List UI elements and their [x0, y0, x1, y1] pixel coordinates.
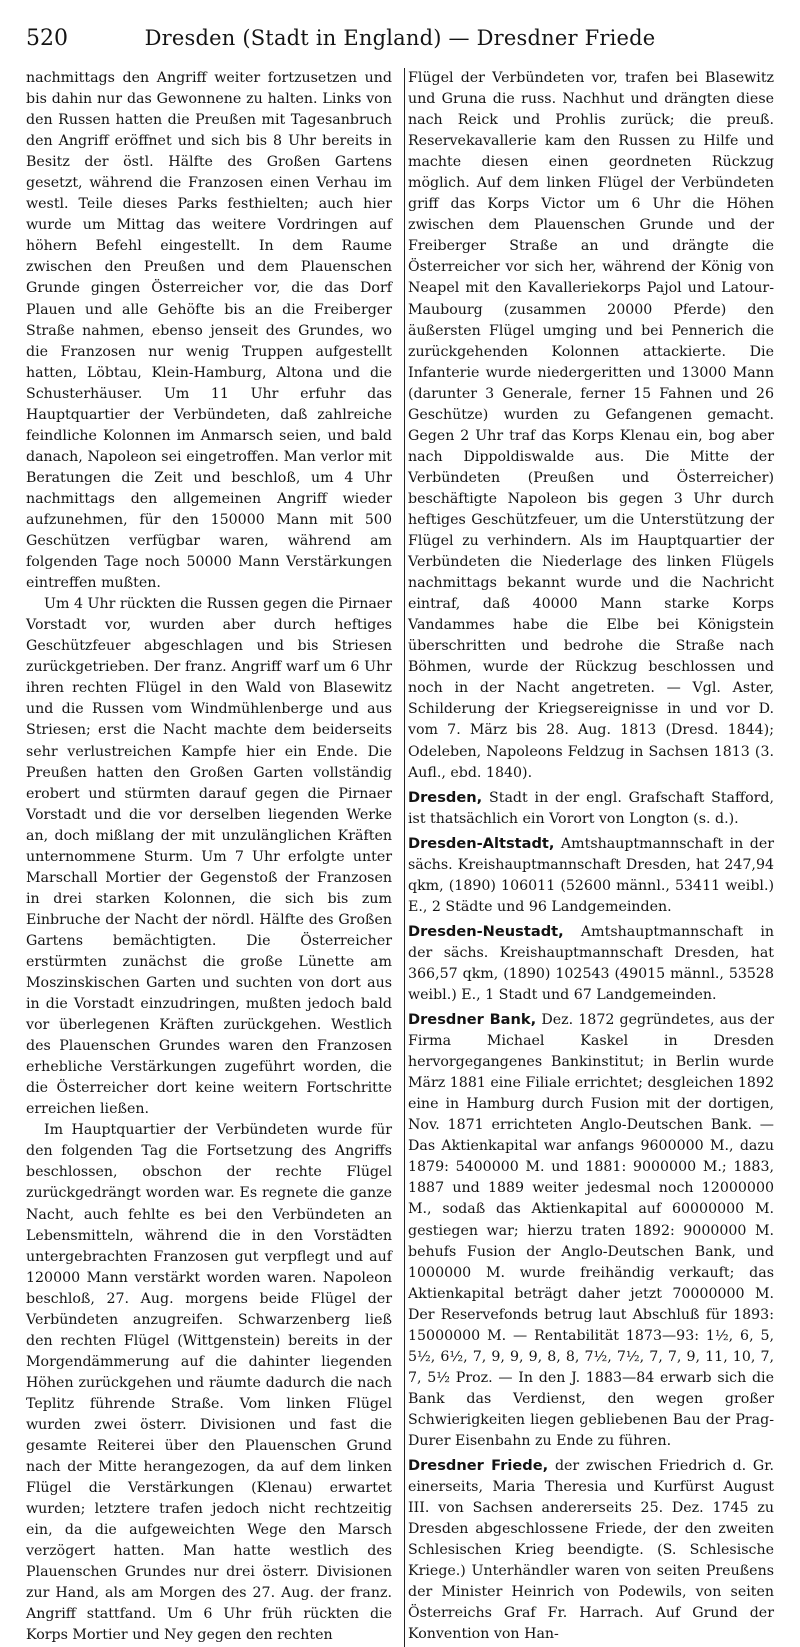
- entry-text: Dez. 1872 gegründetes, aus der Firma Michael Kaskel in Dresden hervorgegangenes Bankinstitut; in Berlin wurde März 1881 eine Filiale errichtet; desgleichen 1892 eine in Hamburg durch Fusion mit der dortigen, Nov. 1871 errichteten Anglo-Deutschen Bank. — Das Aktienkapital war anfangs 9600000 M., dazu 1879: 5400000 M. und 1881: 9000000 M.; 1883, 1887 und 1889 weiter jedesmal noch 12000000 M., sodaß das Aktienkapital auf 60000000 M. gestiegen war; hierzu traten 1892: 9000000 M. behufs Fusion der Anglo-Deutschen Bank, und 1000000 M. wurde freihändig verkauft; das Aktienkapital beträgt daher jetzt 70000000 M. Der Reservefonds betrug laut Abschluß für 1893: 15000000 M. — Rentabilität 1873—93: 1½, 6, 5, 5½, 6½, 7, 9, 9, 9, 8, 8, 7½, 7½, 7, 7, 9, 11, 10, 7, 7, 5½ Proz. — In den J. 1883—84 erwarb sich die Bank das Verdienst, den wegen großer Schwierigkeiten liegen gebliebenen Bau der Prag-Durer Eisenbahn zu Ende zu führen.: [408, 1012, 774, 1449]
- entry-dresden-altstadt: [408, 833, 774, 918]
- entry-dresden-neustadt: [408, 921, 774, 1006]
- entry-text: Amtshauptmannschaft in der sächs. Kreishauptmannschaft Dresden, hat 366,57 qkm, (1890) 102543 (49015 männl., 53528 weibl.) E., 1 Stadt und 67 Landgemeinden.: [408, 923, 774, 1004]
- page-header: [26, 26, 774, 64]
- entry-text: der zwischen Friedrich d. Gr. einerseits, Maria Theresia und Kurfürst August III. von Sachsen andererseits 25. Dez. 1745 zu Dresden abgeschlossene Friede, der den zweiten Schlesischen Krieg beendigte. (S. Schlesische Kriege.) Unterhändler waren von seiten Preußens der Minister Heinrich von Podewils, von seiten Österreichs Graf Fr. Harrach. Auf Grund der Konvention von Han-: [408, 1458, 774, 1643]
- running-title: Dresden (Stadt in England) — Dresdner Friede: [144, 26, 656, 50]
- entry-headword: Dresden,: [408, 788, 483, 806]
- entry-headword: Dresdner Friede,: [408, 1457, 549, 1475]
- entry-headword: Dresdner Bank,: [408, 1011, 537, 1029]
- left-column: [26, 68, 405, 1647]
- page-number: 520: [26, 26, 68, 51]
- entry-headword: Dresden-Altstadt,: [408, 834, 555, 852]
- paragraph: Im Hauptquartier der Verbündeten wurde für den folgenden Tag die Fortsetzung des Angriffs beschlossen, obschon der rechte Flügel zurückgedrängt worden war. Es regnete die ganze Nacht, auch fehlte es bei den Verbündeten an Lebensmitteln, während die in den Vorstädten untergebrachten Franzosen gut verpflegt und auf 120000 Mann verstärkt worden waren. Napoleon beschloß, 27. Aug. morgens beide Flügel der Verbündeten anzugreifen. Schwarzenberg ließ den rechten Flügel (Wittgenstein) bereits in der Morgendämmerung auf die dahinter liegenden Höhen zurückgehen und räumte dadurch die nach Teplitz führende Straße. Vom linken Flügel wurden zwei österr. Divisionen und fast die gesamte Reiterei über den Plauenschen Grund nach der Mitte herangezogen, da auf dem linken Flügel die Verstärkungen (Klenau) erwartet wurden; letztere trafen jedoch nicht rechtzeitig ein, da die aufgeweichten Wege den Marsch verzögert hatten. Man hatte westlich des Plauenschen Grundes nur drei österr. Divisionen zur Hand, als am Morgen des 27. Aug. der franz. Angriff stattfand. Um 6 Uhr früh rückten die Korps Mortier und Ney gegen den rechten: [26, 1122, 392, 1644]
- text-columns: [26, 68, 774, 1647]
- paragraph: nachmittags den Angriff weiter fortzusetzen und bis dahin nur das Gewonnene zu halten. Links von den Russen hatten die Preußen mit Tagesanbruch den Angriff eröffnet und sich bis 8 Uhr bereits in Besitz der östl. Hälfte des Großen Gartens gesetzt, während die Franzosen einen Verhau im westl. Teile dieses Parks festhielten; auch hier wurde um Mittag das weitere Vordringen auf höhern Befehl eingestellt. In dem Raume zwischen den Preußen und dem Plauenschen Grunde gingen Österreicher vor, die das Dorf Plauen und alle Gehöfte bis an die Freiberger Straße nahmen, ebenso jenseit des Grundes, wo die Franzosen nur wenig Truppen aufgestellt hatten, Löbtau, Klein-Hamburg, Altona und die Schusterhäuser. Um 11 Uhr erfuhr das Hauptquartier der Verbündeten, daß zahlreiche feindliche Kolonnen im Anmarsch seien, und bald danach, Napoleon sei eingetroffen. Man verlor mit Beratungen die Zeit und beschloß, um 4 Uhr nachmittags den allgemeinen Angriff wieder aufzunehmen, für den 150000 Mann mit 500 Geschützen verfügbar waren, während am folgenden Tage noch 50000 Mann Verstärkungen eintreffen mußten.: [26, 70, 392, 592]
- entry-dresden-england: [408, 787, 774, 830]
- entry-dresdner-friede: [408, 1455, 774, 1645]
- entry-text: Stadt in der engl. Grafschaft Stafford, ist thatsächlich ein Vorort von Longton (s. d.).: [408, 789, 774, 827]
- entry-headword: Dresden-Neustadt,: [408, 922, 564, 940]
- right-column: [406, 68, 774, 1647]
- entry-dresdner-bank: [408, 1009, 774, 1452]
- paragraph-continuation: Flügel der Verbündeten vor, trafen bei Blasewitz und Gruna die russ. Nachhut und drängten diese nach Reick und Prohlis zurück; die preuß. Reservekavallerie kam den Russen zu Hilfe und machte diesen einen geordneten Rückzug möglich. Auf dem linken Flügel der Verbündeten griff das Korps Victor um 6 Uhr die Höhen zwischen dem Plauenschen Grunde und der Freiberger Straße an und drängte die Österreicher vor sich her, während der König von Neapel mit den Kavalleriekorps Pajol und Latour-Maubourg (zusammen 20000 Pferde) den äußersten Flügel umging und bei Pennerich die zurückgehenden Kolonnen attackierte. Die Infanterie wurde niedergeritten und 13000 Mann (darunter 3 Generale, ferner 15 Fahnen und 26 Geschütze) wurden zu Gefangenen gemacht. Gegen 2 Uhr traf das Korps Klenau ein, bog aber nach Dippoldiswalde aus. Die Mitte der Verbündeten (Preußen und Österreicher) beschäftigte Napoleon bis gegen 3 Uhr durch heftiges Geschützfeuer, um die Unterstützung der Flügel zu verhindern. Als im Hauptquartier der Verbündeten die Niederlage des linken Flügels nachmittags bekannt wurde und die Nachricht eintraf, daß 40000 Mann starke Korps Vandammes habe die Elbe bei Königstein überschritten und bedrohe die Straße nach Böhmen, wurde der Rückzug beschlossen und noch in der Nacht angetreten. — Vgl. Aster, Schilderung der Kriegsereignisse in und vor D. vom 7. März bis 28. Aug. 1813 (Dresd. 1844); Odeleben, Napoleons Feldzug in Sachsen 1813 (3. Aufl., ebd. 1840).: [408, 70, 774, 781]
- paragraph: Um 4 Uhr rückten die Russen gegen die Pirnaer Vorstadt vor, wurden aber durch heftiges Geschützfeuer abgeschlagen und bis Striesen zurückgetrieben. Der franz. Angriff warf um 6 Uhr ihren rechten Flügel in den Wald von Blasewitz und die Russen vom Windmühlenberge und aus Striesen; erst die Nacht machte dem beiderseits sehr verlustreichen Kampfe hier ein Ende. Die Preußen hatten den Großen Garten vollständig erobert und stürmten darauf gegen die Pirnaer Vorstadt und die vor derselben liegenden Werke an, doch mißlang der mit unzulänglichen Kräften unternommene Sturm. Um 7 Uhr erfolgte unter Marschall Mortier der Gegenstoß der Franzosen in drei starken Kolonnen, die sich bis zum Einbruche der Nacht der nördl. Hälfte des Großen Gartens bemächtigten. Die Österreicher erstürmten zunächst die große Lünette am Moszinskischen Garten und suchten von dort aus in die Vorstadt einzudringen, mußten jedoch bald vor überlegenen Kräften zurückgehen. Westlich des Plauenschen Grundes waren den Franzosen erhebliche Verstärkungen zugeführt worden, die die Österreicher dort keine weitern Fortschritte erreichen ließen.: [26, 596, 392, 1118]
- entry-text: Amtshauptmannschaft in der sächs. Kreishauptmannschaft Dresden, hat 247,94 qkm, (1890) 106011 (52600 männl., 53411 weibl.) E., 2 Städte und 96 Landgemeinden.: [408, 835, 774, 915]
